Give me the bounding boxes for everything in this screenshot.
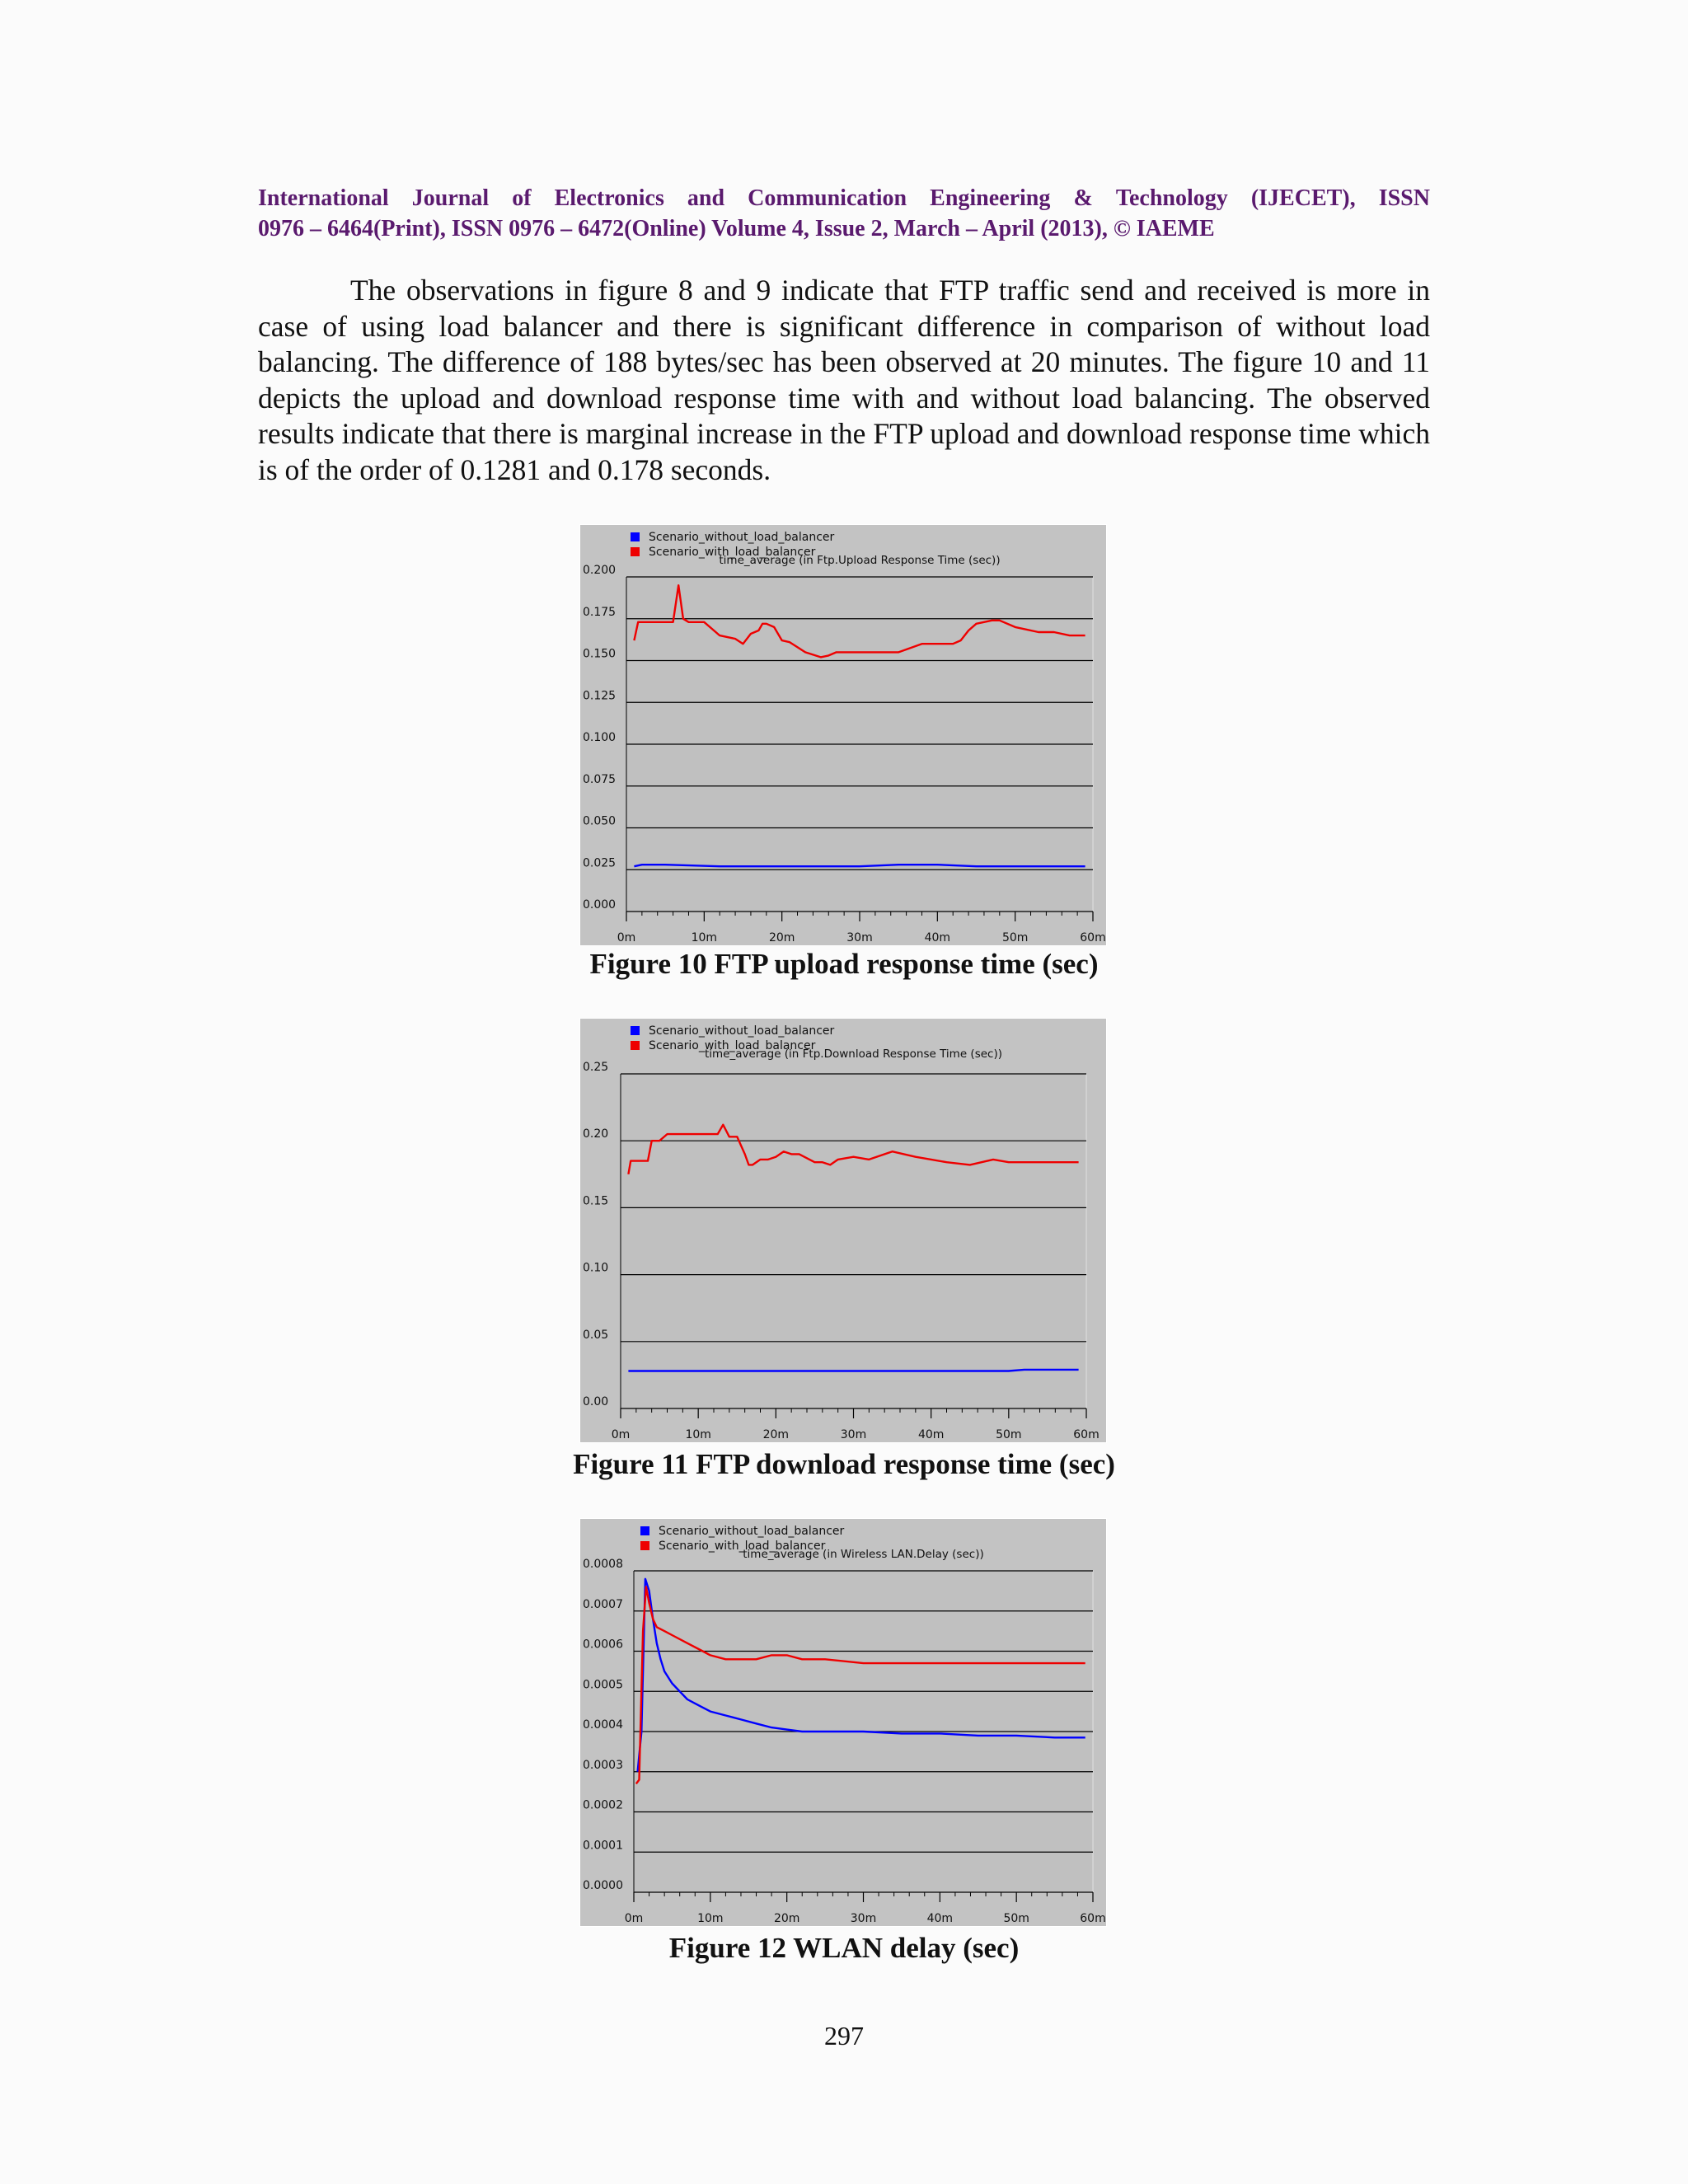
wlan-delay-chart	[579, 1518, 1107, 1927]
legend-label: Scenario_with_load_balancer	[649, 1039, 816, 1052]
header-word: and	[687, 185, 725, 211]
page-number: 297	[824, 2021, 864, 2050]
figure-10-chart	[579, 524, 1107, 946]
header-word: ISSN	[1378, 185, 1430, 211]
x-tick-label: 20m	[762, 1428, 790, 1441]
y-tick-label: 0.050	[583, 814, 617, 828]
chart-title: time_average (in Ftp.Download Response Time (sec))	[704, 1047, 1003, 1061]
y-tick-label: 0.0006	[583, 1638, 623, 1652]
plot-area	[621, 1074, 1086, 1408]
y-tick-label: 0.075	[583, 772, 617, 786]
x-tick-label: 0m	[611, 1428, 631, 1441]
x-tick-label: 0m	[624, 1912, 644, 1925]
legend-swatch	[631, 547, 640, 556]
x-tick-label: 50m	[996, 1428, 1022, 1441]
header-word: International	[258, 185, 389, 211]
chart-title: time_average (in Wireless LAN.Delay (sec))	[743, 1548, 984, 1561]
figure-11-caption: Figure 11 FTP download response time (sec)	[573, 1448, 1115, 1480]
y-tick-label: 0.150	[583, 647, 617, 661]
header-word: Engineering	[930, 185, 1051, 211]
y-tick-label: 0.0004	[583, 1718, 623, 1732]
y-tick-label: 0.00	[583, 1395, 609, 1408]
legend-swatch	[631, 1026, 640, 1035]
x-tick-label: 30m	[846, 931, 873, 944]
chart-title: time_average (in Ftp.Upload Response Time (sec))	[719, 554, 1001, 567]
y-tick-label: 0.05	[583, 1328, 609, 1342]
x-tick-label: 20m	[768, 931, 795, 944]
legend-label: Scenario_without_load_balancer	[659, 1525, 845, 1538]
legend-swatch	[631, 532, 640, 541]
x-tick-label: 40m	[917, 1428, 945, 1441]
y-tick-label: 0.200	[583, 564, 617, 577]
upload-response-chart	[579, 524, 1107, 946]
legend-label: Scenario_with_load_balancer	[649, 546, 816, 559]
y-tick-label: 0.0003	[583, 1758, 623, 1772]
legend-label: Scenario_without_load_balancer	[649, 1024, 835, 1038]
x-tick-label: 10m	[685, 1428, 711, 1441]
body-text: The observations in figure 8 and 9 indicate that FTP traffic send and received is more in case of using load balancer and there is significant difference in comparison of without load balancing. The difference of 188 bytes/sec has been observed at 20 minutes. The figure 10 and 11 depicts the upload and download response time with and without load balancing. The observed results indicate that there is marginal increase in the FTP upload and download response time which is of the order of 0.1281 and 0.178 seconds.	[258, 274, 1430, 486]
header-word: Technology	[1115, 185, 1228, 211]
legend-swatch	[640, 1526, 649, 1535]
x-tick-label: 60m	[1080, 1912, 1106, 1925]
x-tick-label: 30m	[840, 1428, 867, 1441]
y-tick-label: 0.100	[583, 731, 617, 744]
x-tick-label: 50m	[1001, 931, 1029, 944]
header-word: &	[1073, 185, 1093, 211]
figure-10-caption: Figure 10 FTP upload response time (sec)	[589, 948, 1099, 980]
header-word: (IJECET),	[1250, 185, 1356, 211]
y-tick-label: 0.000	[583, 898, 617, 912]
y-tick-label: 0.10	[583, 1261, 609, 1275]
download-response-chart	[579, 1018, 1107, 1443]
header-word: Communication	[748, 185, 907, 211]
y-tick-label: 0.25	[583, 1061, 609, 1074]
header-line-2: 0976 – 6464(Print), ISSN 0976 – 6472(Online) Volume 4, Issue 2, March – April (2013), © IAEME	[258, 216, 1215, 241]
y-tick-label: 0.0000	[583, 1879, 623, 1892]
body-paragraph	[258, 273, 1430, 488]
legend-label: Scenario_with_load_balancer	[659, 1540, 826, 1553]
legend-label: Scenario_without_load_balancer	[649, 531, 835, 544]
header-word: Electronics	[554, 185, 664, 211]
x-tick-label: 60m	[1073, 1428, 1100, 1441]
figure-12-caption: Figure 12 WLAN delay (sec)	[668, 1932, 1020, 1964]
y-tick-label: 0.0002	[583, 1798, 623, 1812]
figure-12-chart	[579, 1518, 1107, 1927]
legend-swatch	[640, 1541, 649, 1550]
journal-header	[258, 183, 1430, 244]
y-tick-label: 0.20	[583, 1127, 609, 1141]
x-tick-label: 50m	[1003, 1912, 1029, 1925]
header-line-1	[258, 183, 1430, 213]
x-tick-label: 60m	[1080, 931, 1106, 944]
header-word: of	[512, 185, 532, 211]
x-tick-label: 10m	[691, 931, 718, 944]
y-tick-label: 0.15	[583, 1194, 609, 1208]
y-tick-label: 0.125	[583, 689, 617, 703]
header-word: Journal	[411, 185, 490, 211]
x-tick-label: 40m	[926, 1912, 954, 1925]
y-tick-label: 0.025	[583, 856, 617, 870]
x-tick-label: 40m	[924, 931, 951, 944]
y-tick-label: 0.0008	[583, 1558, 623, 1571]
x-tick-label: 0m	[617, 931, 636, 944]
y-tick-label: 0.0005	[583, 1678, 623, 1692]
x-tick-label: 30m	[850, 1912, 877, 1925]
x-tick-label: 10m	[697, 1912, 724, 1925]
y-tick-label: 0.175	[583, 605, 617, 619]
legend-swatch	[631, 1041, 640, 1050]
x-tick-label: 20m	[773, 1912, 800, 1925]
y-tick-label: 0.0007	[583, 1597, 623, 1611]
figure-11-chart	[579, 1018, 1107, 1443]
y-tick-label: 0.0001	[583, 1839, 623, 1853]
